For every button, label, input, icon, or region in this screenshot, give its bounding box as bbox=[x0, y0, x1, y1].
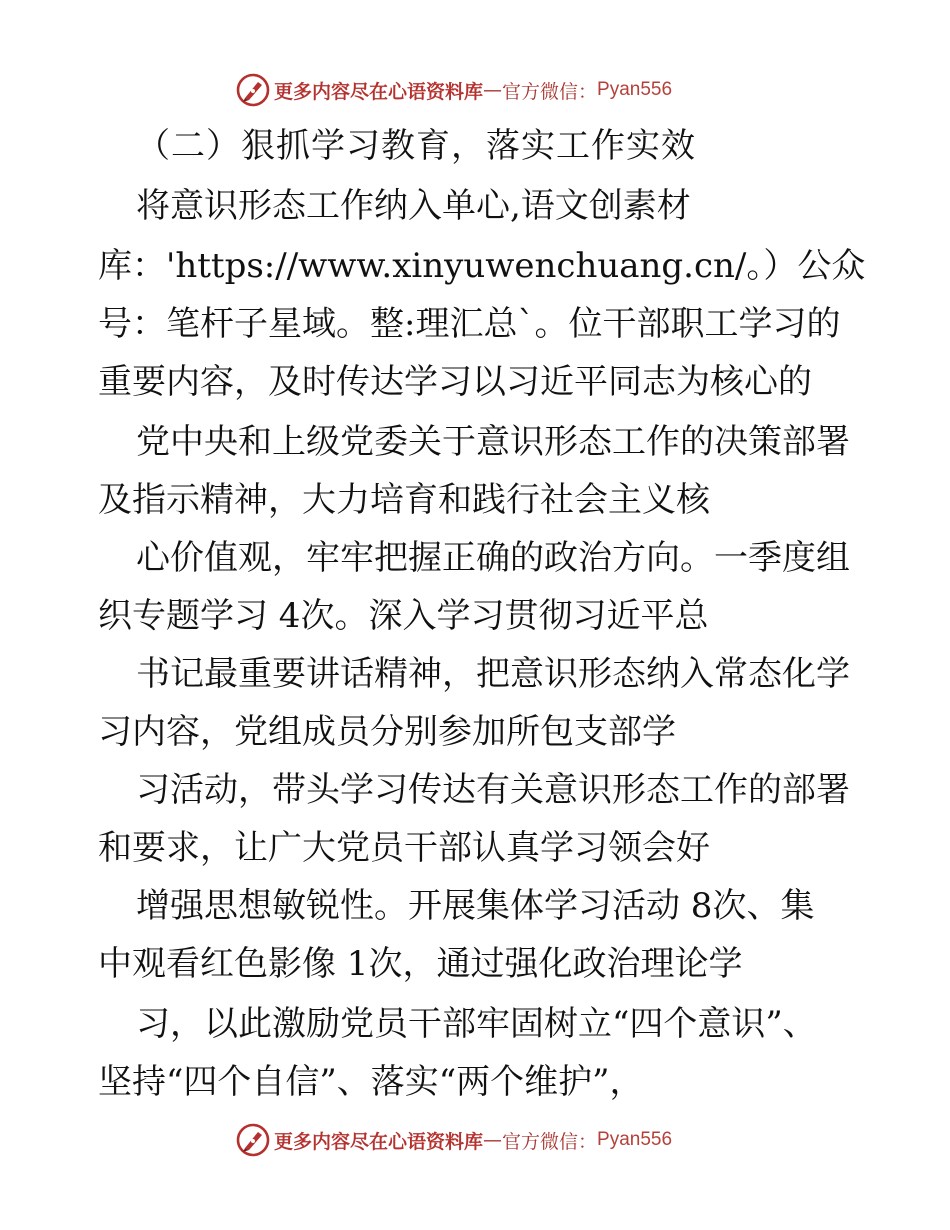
banner-separator: — bbox=[483, 79, 503, 101]
body-line: 将意识形态工作纳入单心,语文创素材 bbox=[136, 186, 691, 226]
body-line: 和要求，让广大党员干部认真学习领会好 bbox=[98, 828, 710, 868]
header-banner bbox=[236, 72, 716, 108]
section-heading: （二）狠抓学习教育，落实工作实效 bbox=[136, 126, 696, 166]
body-line: 书记最重要讲话精神，把意识形态纳入常态化学 bbox=[136, 654, 850, 694]
body-line: 织专题学习 4次。深入学习贯彻习近平总 bbox=[98, 596, 709, 636]
pen-logo-icon bbox=[236, 73, 270, 107]
body-line: 号：笔杆子星域。整:理汇总`。位干部职工学习的 bbox=[98, 304, 841, 344]
body-line: 心价值观，牢牢把握正确的政治方向。一季度组 bbox=[136, 538, 850, 578]
body-line: 重要内容，及时传达学习以习近平同志为核心的 bbox=[98, 362, 812, 402]
body-line: 库：'https://www.xinyuwenchuang.cn/。）公众 bbox=[98, 246, 866, 286]
banner-separator: — bbox=[483, 1129, 503, 1151]
banner-contact-id: Pyan556 bbox=[597, 79, 673, 100]
body-line: 增强思想敏锐性。开展集体学习活动 8次、集 bbox=[136, 886, 815, 926]
banner-contact-id: Pyan556 bbox=[597, 1129, 673, 1150]
body-line: 及指示精神，大力培育和践行社会主义核 bbox=[98, 480, 710, 520]
body-line: 习活动，带头学习传达有关意识形态工作的部署 bbox=[136, 770, 850, 810]
banner-brand: 更多内容尽在心语资料库 bbox=[274, 80, 484, 103]
banner-brand: 更多内容尽在心语资料库 bbox=[274, 1130, 484, 1153]
body-line: 坚持“四个自信”、落实“两个维护”， bbox=[98, 1062, 644, 1102]
body-line: 中观看红色影像 1次，通过强化政治理论学 bbox=[98, 944, 743, 984]
body-line: 习内容，党组成员分别参加所包支部学 bbox=[98, 712, 676, 752]
pen-logo-icon bbox=[236, 1123, 270, 1157]
body-line: 党中央和上级党委关于意识形态工作的决策部署 bbox=[136, 422, 850, 462]
banner-contact-label: 官方微信： bbox=[502, 80, 598, 103]
body-line: 习，以此激励党员干部牢固树立“四个意识”、 bbox=[136, 1004, 817, 1044]
footer-banner bbox=[236, 1122, 716, 1158]
banner-contact-label: 官方微信： bbox=[502, 1130, 598, 1153]
